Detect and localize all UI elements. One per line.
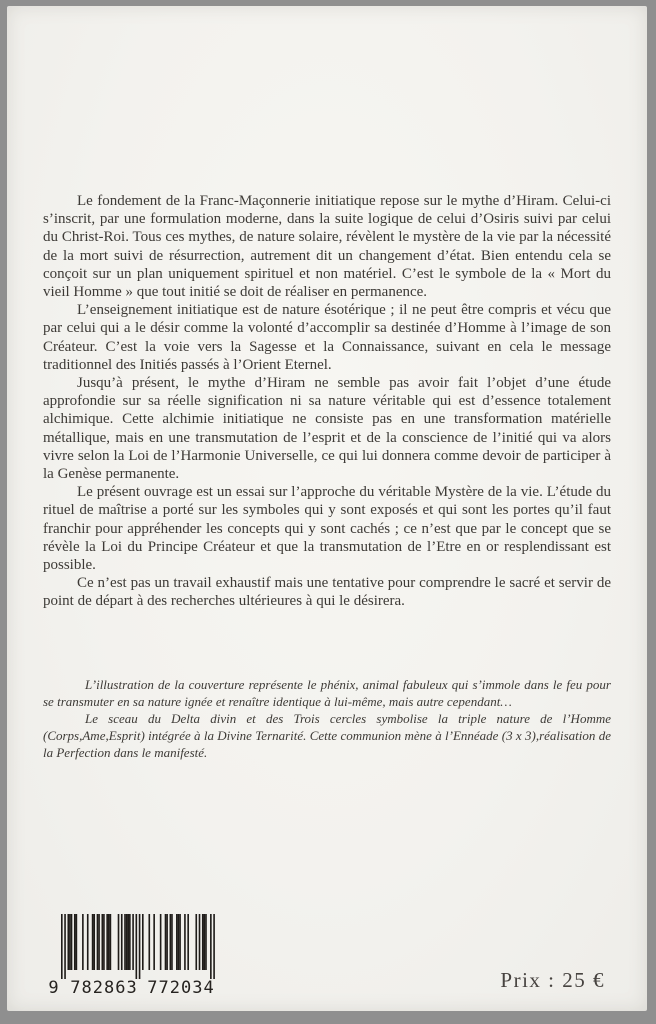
barcode-left-group: 782863 — [70, 978, 138, 998]
synopsis-text — [43, 192, 611, 611]
barcode-bars — [47, 912, 227, 986]
synopsis-paragraph-1: Le fondement de la Franc-Maçonnerie initiatique repose sur le mythe d’Hiram. Celui-ci s’inscrit, par une formulation moderne, dans la suite logique de celui d’Osiris suivi par celui du Christ-Roi. Tous ces mythes, de nature solaire, révèlent le mystère de la vie par la nécessité de la mort suivi de résurrection, autrement dit un changement d’état. Bien entendu cela se conçoit sur un plan uniquement spirituel et non matériel. C’est le symbole de la « Mort du vieil Homme » que tout initié se doit de réaliser en permanence. — [43, 193, 611, 301]
ean13-barcode — [47, 912, 227, 998]
synopsis-paragraph-4: Le présent ouvrage est un essai sur l’approche du véritable Mystère de la vie. L’étude du rituel de maîtrise a porté sur les symboles qui y sont exposés et qui sont les portes qu’il faut franchir pour appréhender les concepts qui y sont cachés ; ce n’est que par le concept que se révèle la Loi du Principe Créateur et que la transmutation de l’Etre en or resplendissant est possible. — [43, 484, 611, 574]
barcode-right-group: 772034 — [147, 978, 215, 998]
price-label: Prix : 25 € — [500, 968, 605, 992]
note-phoenix: L’illustration de la couverture représente le phénix, animal fabuleux qui s’immole dans le feu pour se transmuter en sa nature ignée et renaître identique à lui-même, mais autre cependant… — [43, 677, 611, 709]
cover-page — [7, 6, 647, 1011]
synopsis-paragraph-2: L’enseignement initiatique est de nature ésotérique ; il ne peut être compris et vécu que par celui qui a le désir comme la volonté d’accomplir sa destinée d’Homme à l’image de son Créateur. C’est la voie vers la Sagesse et la Connaissance, suivant en cela le message traditionnel des Initiés passés à l’Orient Eternel. — [43, 302, 611, 373]
note-delta-seal: Le sceau du Delta divin et des Trois cercles symbolise la triple nature de l’Homme (Corps,Ame,Esprit) intégrée à la Divine Ternarité. Cette communion mène à l’Ennéade (3 x 3),réalisation de la Perfection dans le manifesté. — [43, 711, 611, 760]
synopsis-paragraph-5: Ce n’est pas un travail exhaustif mais une tentative pour comprendre le sacré et servir de point de départ à des recherches ultérieures à qui le désirera. — [43, 575, 611, 610]
cover-illustration-notes — [43, 676, 611, 761]
barcode-lead-digit: 9 — [48, 978, 60, 998]
synopsis-paragraph-3: Jusqu’à présent, le mythe d’Hiram ne semble pas avoir fait l’objet d’une étude approfondie sur sa réelle signification ni sa nature véritable qui est d’essence totalement alchimique. Cette alchimie initiatique ne consiste pas en une transformation matérielle métallique, mais en une transmutation de l’esprit et de la conscience de l’initié qui va alors vivre selon la Loi de l’Harmonie Universelle, ce qui lui donnera comme devoir de participer à la Genèse permanente. — [43, 375, 611, 483]
